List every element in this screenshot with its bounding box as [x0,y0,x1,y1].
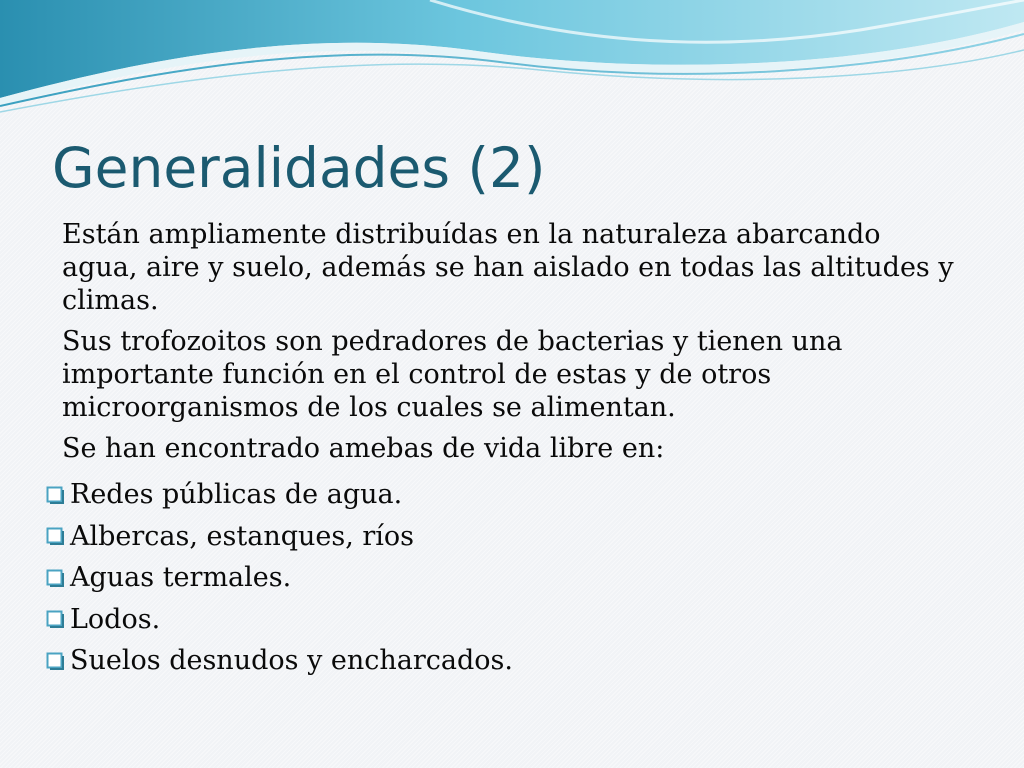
checkbox-square-icon [46,652,64,670]
paragraph-trophozoites: Sus trofozoitos son pedradores de bacterias y tienen una importante función en el control de estas y de otros microorganismos de los cuales se alimentan. [62,326,843,423]
list-item-label: Redes públicas de agua. [70,479,403,511]
list-item-label: Aguas termales. [70,562,292,594]
habitat-list [46,474,946,682]
checkbox-square-icon [46,486,64,504]
list-item [46,557,946,599]
checkbox-square-icon [46,610,64,628]
list-item [46,599,946,641]
list-item [46,516,946,558]
slide-title: Generalidades (2) [52,136,546,200]
list-item [46,640,946,682]
checkbox-square-icon [46,527,64,545]
slide-body [62,218,962,682]
list-item-label: Lodos. [70,603,161,635]
paragraph-found-in: Se han encontrado amebas de vida libre en: [62,433,665,464]
decorative-wave-header [0,0,1024,120]
list-item-label: Albercas, estanques, ríos [70,520,415,552]
paragraph-distribution: Están ampliamente distribuídas en la naturaleza abarcando agua, aire y suelo, además se han aislado en todas las altitudes y climas. [62,219,954,316]
list-item [46,474,946,516]
checkbox-square-icon [46,569,64,587]
list-item-label: Suelos desnudos y encharcados. [70,645,513,677]
